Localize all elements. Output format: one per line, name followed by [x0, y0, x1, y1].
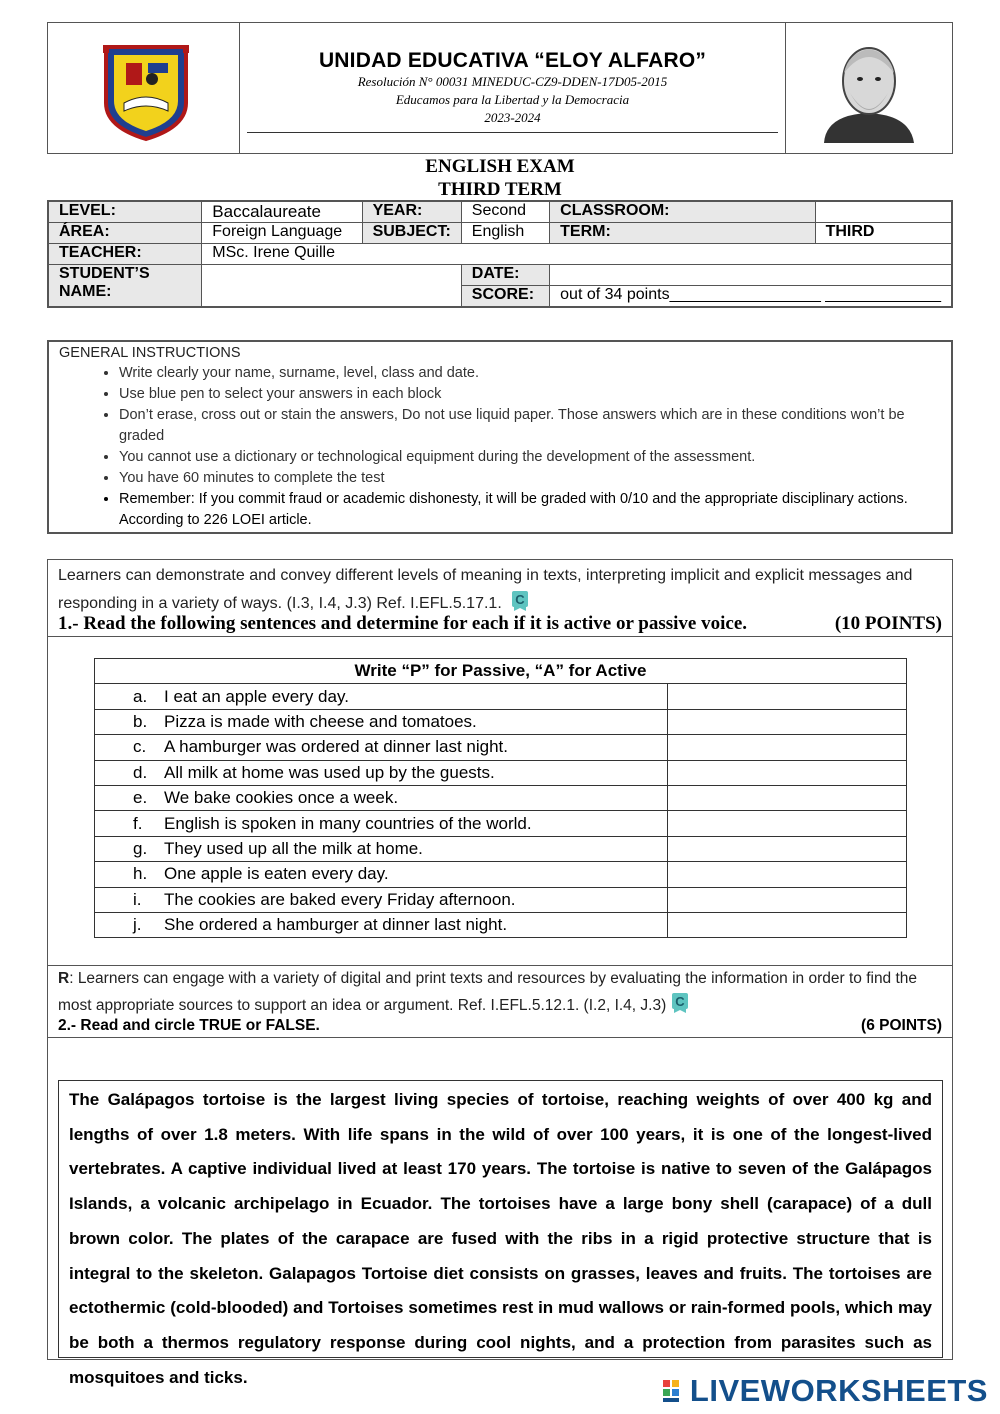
classroom-badge-icon: [510, 589, 530, 611]
year-value: Second: [461, 201, 549, 223]
item-letter: b.: [133, 711, 148, 731]
teacher-label: TEACHER:: [48, 244, 202, 265]
instruction-item: • Use blue pen to select your answers in each block: [119, 384, 941, 405]
sentence-text: I eat an apple every day.: [164, 686, 349, 706]
section2-header: [47, 965, 953, 1038]
term-label: TERM:: [550, 223, 815, 244]
date-label: DATE:: [461, 265, 549, 286]
portrait-cell: [785, 23, 952, 153]
table-row: [95, 785, 907, 810]
school-crest-cell: [48, 23, 240, 153]
resolution-text: Resolución N° 00031 MINEDUC-CZ9-DDEN-17D05-2015: [357, 74, 668, 89]
passive-active-table: [94, 658, 907, 938]
answer-cell[interactable]: [668, 785, 907, 810]
item-letter: g.: [133, 838, 148, 858]
item-letter: i.: [133, 889, 142, 909]
table-row: [95, 836, 907, 861]
instruction-item-warning: • Remember: If you commit fraud or academic dishonesty, it will be graded with 0/10 and the appropriate disciplinary actions. According to 226 LOEI article.: [119, 489, 941, 531]
subject-label: SUBJECT:: [362, 223, 461, 244]
section1-header: [47, 559, 953, 637]
section1-criterion-text: Learners can demonstrate and convey different levels of meaning in texts, interpreting implicit and explicit messages and responding in a variety of ways. (I.3, I.4, J.3) Ref. I.EFL.5.17.1.: [58, 567, 913, 612]
school-crest-icon: [48, 23, 239, 153]
section2-criterion-prefix: R: [58, 970, 70, 987]
school-header: [47, 22, 953, 154]
table-row: [95, 735, 907, 760]
sentence-text: One apple is eaten every day.: [164, 864, 389, 884]
score-field[interactable]: out of 34 points_________________ _____________: [550, 286, 952, 308]
score-label: SCORE:: [461, 286, 549, 308]
sentence-text: English is spoken in many countries of the world.: [164, 813, 532, 833]
general-instructions: [47, 340, 953, 534]
instructions-list: [59, 363, 941, 531]
area-value: Foreign Language: [202, 223, 362, 244]
answer-cell[interactable]: [668, 887, 907, 912]
level-label: LEVEL:: [48, 201, 202, 223]
student-name-field[interactable]: [202, 265, 462, 308]
school-year: 2023-2024: [484, 110, 541, 125]
level-value: Baccalaureate: [202, 201, 362, 223]
answer-cell[interactable]: [668, 862, 907, 887]
section2-title: 2.- Read and circle TRUE or FALSE.: [58, 1017, 320, 1034]
table-row: [95, 709, 907, 734]
sentence-text: We bake cookies once a week.: [164, 788, 399, 808]
section1-points: (10 POINTS): [834, 613, 942, 634]
answer-cell[interactable]: [668, 912, 907, 937]
reading-passage: The Galápagos tortoise is the largest living species of tortoise, reaching weights of over 400 kg and lengths of over 1.8 meters. With life spans in the wild of over 100 years, it is one of the longest-lived vertebrates. A captive individual lived at least 170 years. The tortoise is native to seven of the Galápagos Islands, a volcanic archipelago in Ecuador. The tortoises have a large bony shell (carapace) of a dull brown color. The plates of the carapace are fused with the ribs in a rigid protective structure that is integral to the skeleton. Galapagos Tortoise diet consists on grasses, leaves and fruits. The tortoises are ectothermic (cold-blooded) and Tortoises sometimes rest in mud wallows or rain-formed pools, which may be both a thermos regulatory response during cool nights, and a protection from parasites such as mosquitoes and ticks.: [58, 1080, 943, 1358]
exam-term: THIRD TERM: [438, 179, 562, 200]
sentence-text: They used up all the milk at home.: [164, 838, 423, 858]
student-info-table: [47, 200, 953, 308]
table-row: [95, 887, 907, 912]
item-letter: c.: [133, 737, 147, 757]
table-row: [95, 912, 907, 937]
school-name: UNIDAD EDUCATIVA “ELOY ALFARO”: [318, 49, 707, 72]
instructions-title: GENERAL INSTRUCTIONS: [59, 345, 241, 361]
svg-text:C: C: [515, 592, 525, 607]
instruction-item: • You cannot use a dictionary or technological equipment during the development of the assessment.: [119, 447, 941, 468]
teacher-value: MSc. Irene Quille: [202, 244, 952, 265]
brand-text: LIVEWORKSHEETS: [689, 1373, 988, 1408]
answer-cell[interactable]: [668, 836, 907, 861]
item-letter: f.: [133, 813, 143, 833]
classroom-badge-icon: [670, 991, 690, 1013]
school-title-block: [239, 23, 786, 153]
sentence-text: She ordered a hamburger at dinner last night.: [164, 915, 508, 935]
answer-cell[interactable]: [668, 760, 907, 785]
table-row: [95, 760, 907, 785]
item-letter: d.: [133, 762, 148, 782]
subject-value: English: [461, 223, 549, 244]
answer-cell[interactable]: [668, 811, 907, 836]
sentence-text: A hamburger was ordered at dinner last night.: [164, 737, 508, 757]
liveworksheets-brand[interactable]: [662, 1373, 988, 1409]
year-label: YEAR:: [362, 201, 461, 223]
classroom-field[interactable]: [815, 201, 952, 223]
item-letter: e.: [133, 788, 148, 808]
classroom-label: CLASSROOM:: [550, 201, 815, 223]
sentence-text: All milk at home was used up by the guests.: [164, 762, 495, 782]
answer-cell[interactable]: [668, 684, 907, 709]
section1-title: 1.- Read the following sentences and determine for each if it is active or passive voice.: [58, 613, 748, 634]
table-row: [95, 811, 907, 836]
liveworksheets-logo-icon: [662, 1378, 688, 1404]
exam-title: ENGLISH EXAM: [425, 156, 575, 177]
area-label: ÁREA:: [48, 223, 202, 244]
portrait-image: [786, 23, 952, 153]
item-letter: h.: [133, 864, 148, 884]
term-value: THIRD: [815, 223, 952, 244]
table-row: [95, 684, 907, 709]
section2-criterion: [48, 966, 952, 1019]
motto-text: Educamos para la Libertad y la Democracia: [395, 92, 630, 107]
sentence-text: Pizza is made with cheese and tomatoes.: [164, 711, 477, 731]
instruction-item: • Write clearly your name, surname, level, class and date.: [119, 363, 941, 384]
header-divider: [247, 132, 778, 133]
table-row: [95, 862, 907, 887]
student-name-label: STUDENT’S NAME:: [48, 265, 202, 308]
svg-text:C: C: [675, 994, 685, 1009]
item-letter: j.: [133, 915, 142, 935]
instruction-item: • You have 60 minutes to complete the test: [119, 468, 941, 489]
date-field[interactable]: [550, 265, 952, 286]
pa-table-header: Write “P” for Passive, “A” for Active: [95, 659, 907, 684]
sentence-text: The cookies are baked every Friday afternoon.: [164, 889, 516, 909]
instruction-item: • Don’t erase, cross out or stain the answers, Do not use liquid paper. Those answers which are in these conditions won’t be graded: [119, 405, 941, 447]
answer-cell[interactable]: [668, 709, 907, 734]
section2-points: (6 POINTS): [861, 1017, 942, 1034]
answer-cell[interactable]: [668, 735, 907, 760]
section2-criterion-text: : Learners can engage with a variety of digital and print texts and resources by evaluating the information in order to find the most appropriate sources to support an idea or argument. Ref. I.EFL.5.12.1. (I.2, I.4, J.3): [58, 970, 918, 1014]
item-letter: a.: [133, 686, 148, 706]
section1-criterion: [48, 560, 952, 619]
